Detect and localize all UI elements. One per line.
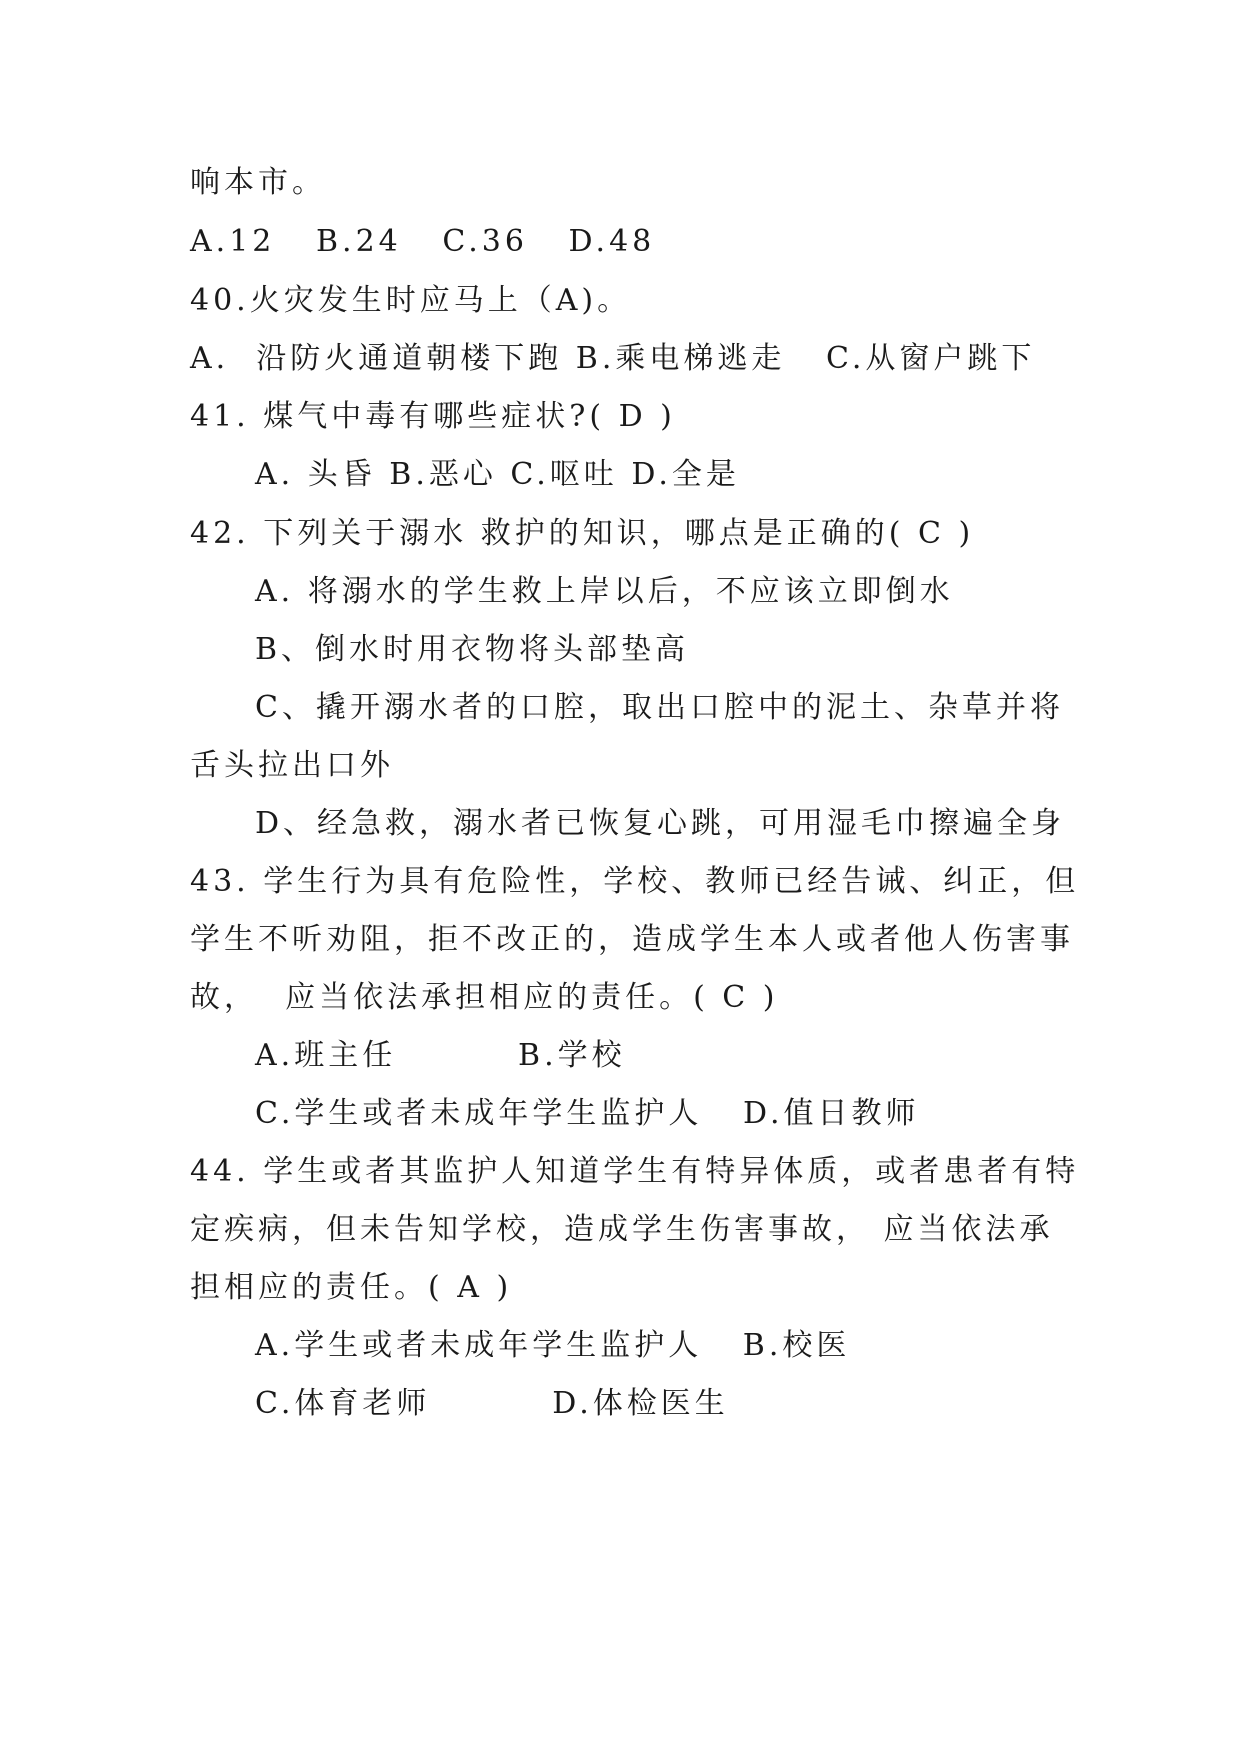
question-43-options-cd: C.学生或者未成年学生监护人 D.值日教师 — [255, 1096, 920, 1131]
question-43: 43. 学生行为具有危险性，学校、教师已经告诫、纠正，但 — [190, 864, 1080, 899]
question-39-options: A.12 B.24 C.36 D.48 — [190, 224, 656, 259]
question-44-cont-1: 定疾病，但未告知学校，造成学生伤害事故， 应当依法承 — [190, 1212, 1054, 1247]
question-43-options-ab: A.班主任 B.学校 — [255, 1038, 626, 1073]
question-42-option-b: B、倒水时用衣物将头部垫高 — [255, 632, 690, 667]
question-42-option-c-cont: 舌头拉出口外 — [190, 748, 394, 783]
question-44-options-ab: A.学生或者未成年学生监护人 B.校医 — [255, 1328, 851, 1363]
question-42-option-c: C、撬开溺水者的口腔，取出口腔中的泥土、杂草并将 — [255, 690, 1064, 725]
question-44-cont-2: 担相应的责任。( A ) — [190, 1270, 513, 1305]
text-line: 响本市。 — [190, 165, 326, 200]
question-44: 44. 学生或者其监护人知道学生有特异体质，或者患者有特 — [190, 1154, 1080, 1189]
question-42-option-a: A. 将溺水的学生救上岸以后，不应该立即倒水 — [255, 574, 954, 609]
question-42-option-d: D、经急救，溺水者已恢复心跳，可用湿毛巾擦遍全身 — [255, 806, 1066, 841]
question-41-options: A. 头昏 B.恶心 C.呕吐 D.全是 — [255, 457, 740, 492]
question-42: 42. 下列关于溺水 救护的知识，哪点是正确的( C ) — [190, 516, 975, 551]
question-44-options-cd: C.体育老师 D.体检医生 — [255, 1386, 729, 1421]
question-43-cont-1: 学生不听劝阻，拒不改正的，造成学生本人或者他人伤害事 — [190, 922, 1074, 957]
question-40: 40.火灾发生时应马上（A)。 — [190, 283, 632, 318]
question-41: 41. 煤气中毒有哪些症状?( D ) — [190, 399, 676, 434]
question-43-cont-2: 故， 应当依法承担相应的责任。( C ) — [190, 980, 779, 1015]
question-40-options: A. 沿防火通道朝楼下跑 B.乘电梯逃走 C.从窗户跳下 — [190, 341, 1036, 376]
